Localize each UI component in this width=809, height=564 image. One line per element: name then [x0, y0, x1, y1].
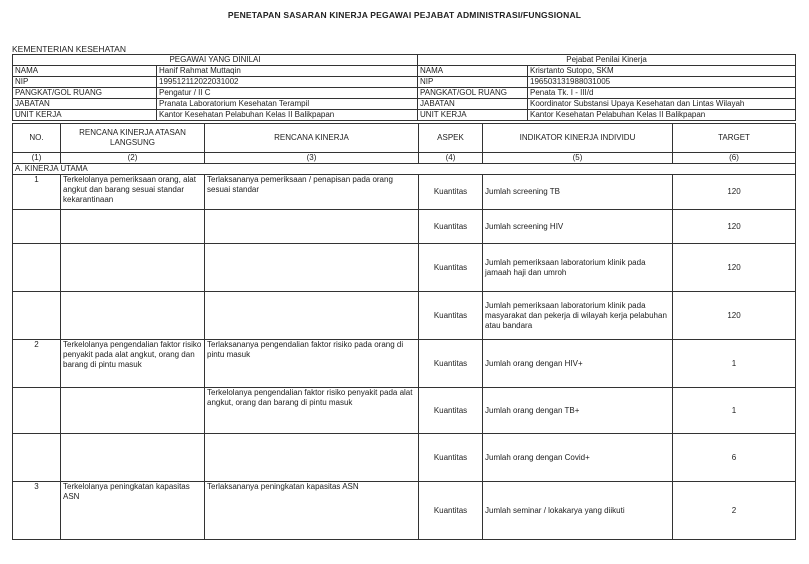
table-row — [13, 434, 796, 482]
assessor-unit-value: Kantor Kesehatan Pelabuhan Kelas II Balikpapan — [528, 110, 796, 121]
supervisor-plan-cell: Terkelolanya pemeriksaan orang, alat angkut dan barang sesuai standar kekarantinaan — [61, 175, 205, 210]
plan-cell: Terlaksananya pengendalian faktor risiko pada orang di pintu masuk — [205, 340, 419, 388]
assessor-name-label: NAMA — [418, 66, 528, 77]
target-cell: 2 — [673, 482, 796, 540]
col-header-indicator: INDIKATOR KINERJA INDIVIDU — [483, 124, 673, 153]
employee-nip-label: NIP — [13, 77, 157, 88]
row-number: 1 — [13, 175, 61, 210]
indicator-cell: Jumlah pemeriksaan laboratorium klinik pada jamaah haji dan umroh — [483, 244, 673, 292]
target-cell: 1 — [673, 388, 796, 434]
indicator-cell: Jumlah orang dengan HIV+ — [483, 340, 673, 388]
col-number-6: (6) — [673, 153, 796, 164]
assessor-unit-label: UNIT KERJA — [418, 110, 528, 121]
col-number-5: (5) — [483, 153, 673, 164]
table-row — [13, 175, 796, 210]
target-cell: 120 — [673, 292, 796, 340]
target-cell: 120 — [673, 175, 796, 210]
col-number-2: (2) — [61, 153, 205, 164]
employee-unit-label: UNIT KERJA — [13, 110, 157, 121]
col-header-target: TARGET — [673, 124, 796, 153]
indicator-cell: Jumlah screening TB — [483, 175, 673, 210]
performance-table — [12, 123, 796, 540]
employee-position-value: Pranata Laboratorium Kesehatan Terampil — [157, 99, 418, 110]
assessor-rank-value: Penata Tk. I - III/d — [528, 88, 796, 99]
indicator-cell: Jumlah screening HIV — [483, 210, 673, 244]
table-row — [13, 292, 796, 340]
assessor-nip-value: 196503131988031005 — [528, 77, 796, 88]
indicator-cell: Jumlah pemeriksaan laboratorium klinik pada masyarakat dan pekerja di wilayah kerja pelabuhan atau bandara — [483, 292, 673, 340]
target-cell: 120 — [673, 210, 796, 244]
table-row — [13, 340, 796, 388]
aspect-cell: Kuantitas — [419, 340, 483, 388]
col-header-aspect: ASPEK — [419, 124, 483, 153]
ministry-name: KEMENTERIAN KESEHATAN — [12, 44, 126, 54]
assessor-header: Pejabat Penilai Kinerja — [418, 55, 796, 66]
aspect-cell: Kuantitas — [419, 388, 483, 434]
aspect-cell: Kuantitas — [419, 210, 483, 244]
employee-name-label: NAMA — [13, 66, 157, 77]
plan-cell: Terkelolanya pengendalian faktor risiko penyakit pada alat angkut, orang dan barang di pintu masuk — [205, 388, 419, 434]
target-cell: 6 — [673, 434, 796, 482]
aspect-cell: Kuantitas — [419, 434, 483, 482]
aspect-cell: Kuantitas — [419, 292, 483, 340]
col-header-plan: RENCANA KINERJA — [205, 124, 419, 153]
indicator-cell: Jumlah orang dengan Covid+ — [483, 434, 673, 482]
col-number-3: (3) — [205, 153, 419, 164]
aspect-cell: Kuantitas — [419, 482, 483, 540]
assessor-name-value: Krisrtanto Sutopo, SKM — [528, 66, 796, 77]
employee-position-label: JABATAN — [13, 99, 157, 110]
plan-cell: Terlaksananya peningkatan kapasitas ASN — [205, 482, 419, 540]
employee-unit-value: Kantor Kesehatan Pelabuhan Kelas II Balikpapan — [157, 110, 418, 121]
aspect-cell: Kuantitas — [419, 175, 483, 210]
supervisor-plan-cell: Terkelolanya peningkatan kapasitas ASN — [61, 482, 205, 540]
identity-table — [12, 54, 796, 121]
assessor-nip-label: NIP — [418, 77, 528, 88]
assessor-rank-label: PANGKAT/GOL RUANG — [418, 88, 528, 99]
assessor-position-value: Koordinator Substansi Upaya Kesehatan dan Lintas Wilayah — [528, 99, 796, 110]
indicator-cell: Jumlah seminar / lokakarya yang diikuti — [483, 482, 673, 540]
table-row — [13, 244, 796, 292]
table-row — [13, 210, 796, 244]
indicator-cell: Jumlah orang dengan TB+ — [483, 388, 673, 434]
plan-cell: Terlaksananya pemeriksaan / penapisan pada orang sesuai standar — [205, 175, 419, 210]
supervisor-plan-cell: Terkelolanya pengendalian faktor risiko penyakit pada alat angkut, orang dan barang di pintu masuk — [61, 340, 205, 388]
col-header-no: NO. — [13, 124, 61, 153]
col-number-4: (4) — [419, 153, 483, 164]
assessor-position-label: JABATAN — [418, 99, 528, 110]
employee-nip-value: 199512112022031002 — [157, 77, 418, 88]
target-cell: 120 — [673, 244, 796, 292]
target-cell: 1 — [673, 340, 796, 388]
employee-header: PEGAWAI YANG DINILAI — [13, 55, 418, 66]
table-row — [13, 388, 796, 434]
employee-rank-value: Pengatur / II C — [157, 88, 418, 99]
document-title: PENETAPAN SASARAN KINERJA PEGAWAI PEJABAT ADMINISTRASI/FUNGSIONAL — [227, 10, 582, 20]
section-heading: A. KINERJA UTAMA — [13, 164, 796, 175]
employee-name-value: Hanif Rahmat Muttaqin — [157, 66, 418, 77]
row-number: 3 — [13, 482, 61, 540]
row-number: 2 — [13, 340, 61, 388]
col-number-1: (1) — [13, 153, 61, 164]
aspect-cell: Kuantitas — [419, 244, 483, 292]
table-row — [13, 482, 796, 540]
employee-rank-label: PANGKAT/GOL RUANG — [13, 88, 157, 99]
col-header-supervisor-plan: RENCANA KINERJA ATASAN LANGSUNG — [61, 124, 205, 153]
